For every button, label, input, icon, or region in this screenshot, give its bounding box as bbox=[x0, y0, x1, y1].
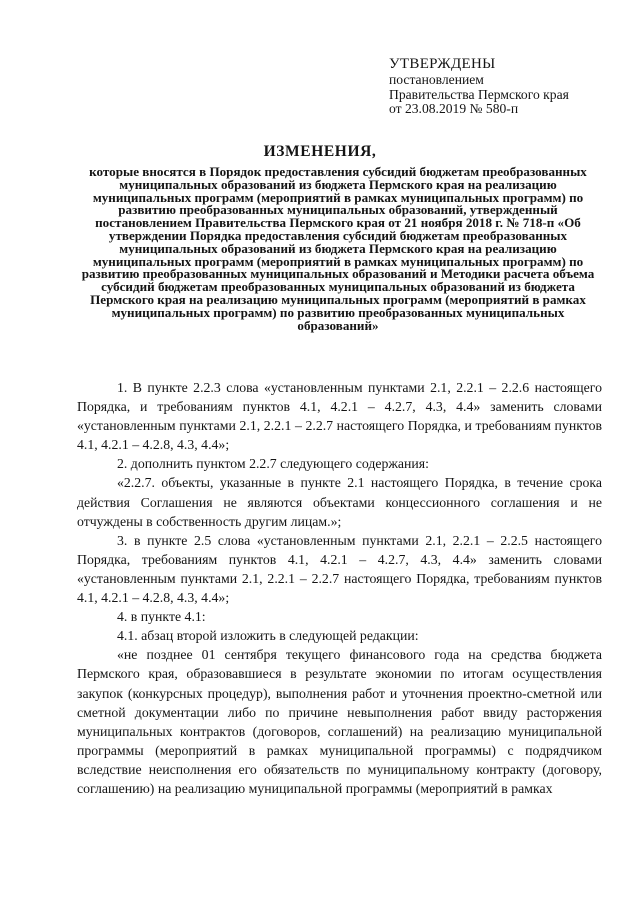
body-paragraph: «2.2.7. объекты, указанные в пункте 2.1 настоящего Порядка, в течение срока действия Соглашения не являются объектами концессионного соглашения и не отчуждены в собственность другим лицам.»; bbox=[77, 475, 602, 529]
approval-line: от 23.08.2019 № 580-п bbox=[389, 101, 519, 116]
approval-line: постановлением bbox=[389, 72, 484, 87]
body-paragraph: «не позднее 01 сентября текущего финансового года на средства бюджета Пермского края, образовавшиеся в результате экономии по итогам осуществления закупок (конкурсных процедур), выполнения работ и уточнения проектно-сметной или сметной документации либо по причине невыполнения работ ввиду расторжения муниципальных контрактов (договоров, соглашений) на реализацию муниципальной программы (мероприятий в рамках муниципальной программы) с подрядчиком вследствие неисполнения его обязательств по муниципальному контракту (договору, соглашению) на реализацию муниципальной программы (мероприятий в рамках bbox=[77, 647, 602, 796]
document-title: ИЗМЕНЕНИЯ, bbox=[263, 143, 377, 160]
body-paragraph: 1. В пункте 2.2.3 слова «установленным пунктами 2.1, 2.2.1 – 2.2.6 настоящего Порядка, и требованиям пунктов 4.1, 4.2.1 – 4.2.7, 4.3, 4.4» заменить словами «установленным пунктами 2.1, 2.2.1 – 2.2.7 настоящего Порядка, и требованиям пунктов 4.1, 4.2.1 – 4.2.8, 4.3, 4.4»; bbox=[77, 380, 602, 453]
body-paragraph: 3. в пункте 2.5 слова «установленным пунктами 2.1, 2.2.1 – 2.2.5 настоящего Порядка, требованиям пунктов 4.1, 4.2.1 – 4.2.7, 4.3, 4.4» заменить словами «установленным пунктами 2.1, 2.2.1 – 2.2.7 настоящего Порядка, требованиям пунктов 4.1, 4.2.1 – 4.2.8, 4.3, 4.4»; bbox=[77, 532, 602, 606]
document-subtitle: которые вносятся в Порядок предоставления субсидий бюджетам преобразованных муниципальных образований из бюджета Пермского края на реализацию муниципальных программ (мероприятий в рамках муниципальных программ) по развитию преобразованных муниципальных образований, утвержденный постановлением Правительства Пермского края от 21 ноября 2018 г. № 718-п «Об утверждении Порядка предоставления субсидий бюджетам преобразованных муниципальных образований из бюджета Пермского края на реализацию муниципальных программ (мероприятий в рамках муниципальных программ) по развитию преобразованных муниципальных образований и Методики расчета объема субсидий бюджетам преобразованных муниципальных образований из бюджета Пермского края на реализацию муниципальных программ (мероприятий в рамках муниципальных программ) по развитию преобразованных муниципальных образований» bbox=[81, 164, 595, 333]
body-paragraph: 4. в пункте 4.1: bbox=[117, 609, 206, 625]
body-paragraph: 2. дополнить пунктом 2.2.7 следующего содержания: bbox=[117, 456, 429, 472]
body-paragraph: 4.1. абзац второй изложить в следующей редакции: bbox=[117, 628, 419, 644]
document-body bbox=[77, 378, 602, 798]
approval-block bbox=[389, 56, 629, 117]
approval-stamp: УТВЕРЖДЕНЫ bbox=[389, 56, 496, 72]
approval-line: Правительства Пермского края bbox=[389, 86, 569, 102]
